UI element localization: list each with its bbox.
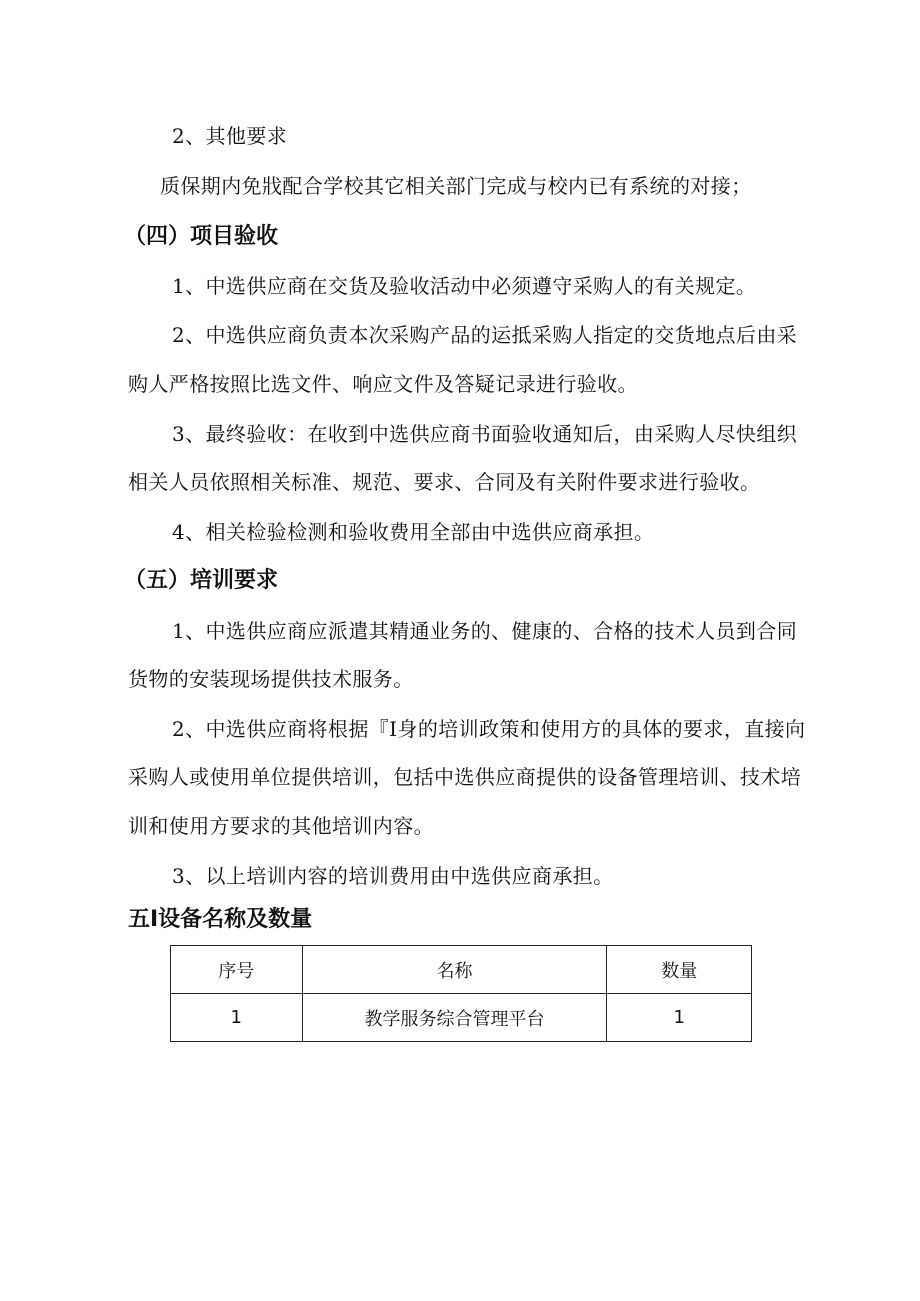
acceptance-item-3: 3、最终验收：在收到中选供应商书面验收通知后，由采购人尽快组织 (172, 422, 798, 446)
table-row (171, 994, 752, 1042)
cell-name: 教学服务综合管理平台 (302, 994, 607, 1042)
equipment-table (170, 945, 752, 1042)
column-header-name: 名称 (302, 946, 607, 994)
acceptance-item-2: 2、中选供应商负责本次采购产品的运抵采购人指定的交货地点后由采 (172, 323, 798, 347)
training-item-1: 1、中选供应商应派遣其精通业务的、健康的、合格的技术人员到合同 (172, 619, 798, 643)
table-header-row (171, 946, 752, 994)
equipment-heading: 五I设备名称及数量 (128, 907, 313, 932)
training-item-2: 2、中选供应商将根据『I身的培训政策和使用方的具体的要求，直接向 (172, 717, 806, 741)
training-item-3: 3、以上培训内容的培训费用由中选供应商承担。 (172, 864, 614, 888)
column-header-quantity: 数量 (607, 946, 752, 994)
acceptance-item-2-cont: 购人严格按照比选文件、响应文件及答疑记录进行验收。 (128, 372, 638, 396)
training-item-2-cont2: 训和使用方要求的其他培训内容。 (128, 814, 434, 838)
acceptance-heading: （四）项目验收 (124, 224, 279, 249)
acceptance-item-3-cont: 相关人员依照相关标准、规范、要求、合同及有关附件要求进行验收。 (128, 470, 761, 494)
column-header-index: 序号 (171, 946, 303, 994)
acceptance-item-1: 1、中选供应商在交货及验收活动中必须遵守采购人的有关规定。 (172, 274, 757, 298)
other-requirements-heading: 2、其他要求 (172, 124, 288, 148)
training-heading: （五）培训要求 (124, 568, 279, 593)
cell-quantity: 1 (607, 994, 752, 1042)
training-item-1-cont: 货物的安装现场提供技术服务。 (128, 667, 414, 691)
cell-index: 1 (171, 994, 303, 1042)
training-item-2-cont: 采购人或使用单位提供培训，包括中选供应商提供的设备管理培训、技术培 (128, 765, 802, 789)
other-requirements-text: 质保期内免戕配合学校其它相关部门完成与校内已有系统的对接； (160, 174, 752, 198)
acceptance-item-4: 4、相关检验检测和验收费用全部由中选供应商承担。 (172, 520, 655, 544)
